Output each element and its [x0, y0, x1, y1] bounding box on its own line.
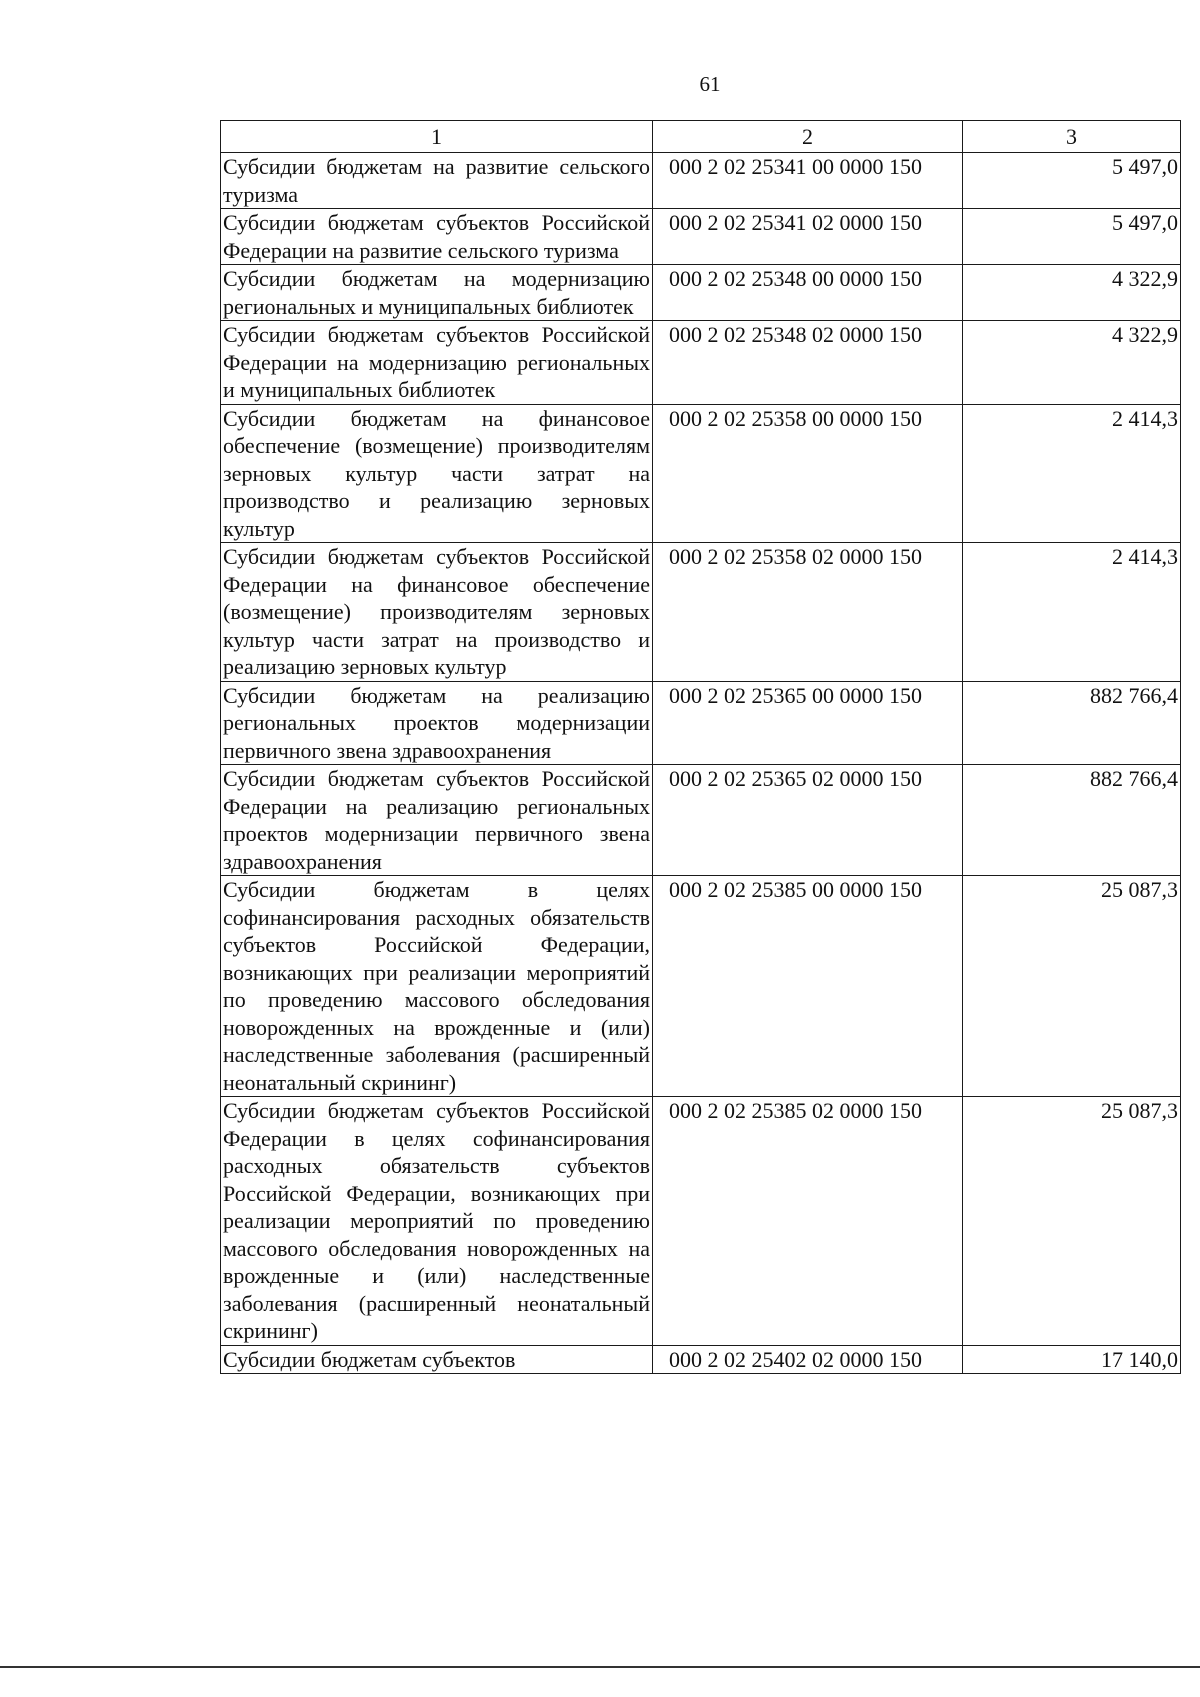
budget-table — [220, 120, 1181, 1374]
row-code: 000 2 02 25341 02 0000 150 — [653, 209, 963, 265]
table-row — [221, 1345, 1181, 1374]
row-code: 000 2 02 25348 00 0000 150 — [653, 265, 963, 321]
row-code: 000 2 02 25385 00 0000 150 — [653, 876, 963, 1097]
table-row — [221, 681, 1181, 765]
column-header-3: 3 — [963, 121, 1181, 153]
row-amount: 4 322,9 — [963, 265, 1181, 321]
row-amount: 882 766,4 — [963, 681, 1181, 765]
table-header-row — [221, 121, 1181, 153]
row-code: 000 2 02 25358 02 0000 150 — [653, 543, 963, 682]
row-code: 000 2 02 25348 02 0000 150 — [653, 321, 963, 405]
page-number: 61 — [699, 72, 721, 96]
row-name: Субсидии бюджетам на развитие сельского туризма — [221, 153, 653, 209]
row-amount: 5 497,0 — [963, 209, 1181, 265]
row-name: Субсидии бюджетам субъектов Российской Федерации на реализацию региональных проектов модернизации первичного звена здравоохранения — [221, 765, 653, 876]
table-row — [221, 209, 1181, 265]
row-name: Субсидии бюджетам на финансовое обеспечение (возмещение) производителям зерновых культур части затрат на производство и реализацию зерновых культур — [221, 404, 653, 543]
row-name: Субсидии бюджетам субъектов Российской Федерации на модернизацию региональных и муниципальных библиотек — [221, 321, 653, 405]
table-row — [221, 321, 1181, 405]
row-amount: 5 497,0 — [963, 153, 1181, 209]
row-code: 000 2 02 25402 02 0000 150 — [653, 1345, 963, 1374]
table-row — [221, 265, 1181, 321]
row-code: 000 2 02 25358 00 0000 150 — [653, 404, 963, 543]
row-code: 000 2 02 25385 02 0000 150 — [653, 1097, 963, 1346]
row-amount: 4 322,9 — [963, 321, 1181, 405]
row-amount: 25 087,3 — [963, 876, 1181, 1097]
column-header-1: 1 — [221, 121, 653, 153]
row-name: Субсидии бюджетам субъектов — [221, 1345, 653, 1374]
table-row — [221, 1097, 1181, 1346]
table-row — [221, 153, 1181, 209]
page-bottom-rule — [0, 1666, 1200, 1668]
row-amount: 17 140,0 — [963, 1345, 1181, 1374]
column-header-2: 2 — [653, 121, 963, 153]
table-row — [221, 876, 1181, 1097]
row-code: 000 2 02 25341 00 0000 150 — [653, 153, 963, 209]
table-row — [221, 404, 1181, 543]
row-name: Субсидии бюджетам на модернизацию региональных и муниципальных библиотек — [221, 265, 653, 321]
row-amount: 882 766,4 — [963, 765, 1181, 876]
row-code: 000 2 02 25365 02 0000 150 — [653, 765, 963, 876]
table-row — [221, 765, 1181, 876]
row-code: 000 2 02 25365 00 0000 150 — [653, 681, 963, 765]
table-row — [221, 543, 1181, 682]
row-name: Субсидии бюджетам субъектов Российской Федерации в целях софинансирования расходных обязательств субъектов Российской Федерации, возникающих при реализации мероприятий по проведению массового обследования новорожденных на врожденные и (или) наследственные заболевания (расширенный неонатальный скрининг) — [221, 1097, 653, 1346]
row-amount: 25 087,3 — [963, 1097, 1181, 1346]
row-name: Субсидии бюджетам в целях софинансирования расходных обязательств субъектов Российской Федерации, возникающих при реализации мероприятий по проведению массового обследования новорожденных на врожденные и (или) наследственные заболевания (расширенный неонатальный скрининг) — [221, 876, 653, 1097]
row-amount: 2 414,3 — [963, 543, 1181, 682]
row-name: Субсидии бюджетам субъектов Российской Федерации на финансовое обеспечение (возмещение) производителям зерновых культур части затрат на производство и реализацию зерновых культур — [221, 543, 653, 682]
row-name: Субсидии бюджетам на реализацию региональных проектов модернизации первичного звена здравоохранения — [221, 681, 653, 765]
row-amount: 2 414,3 — [963, 404, 1181, 543]
row-name: Субсидии бюджетам субъектов Российской Федерации на развитие сельского туризма — [221, 209, 653, 265]
